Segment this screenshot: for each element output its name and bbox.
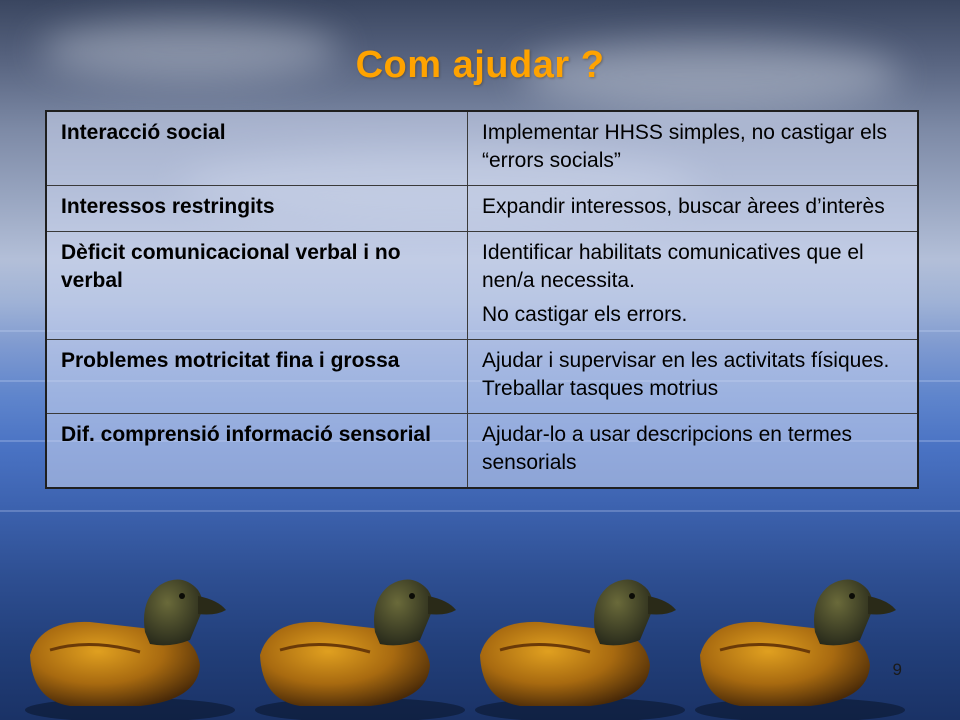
help-strategies-table xyxy=(45,110,919,489)
table-row xyxy=(46,414,918,489)
action-text: Identificar habilitats comunicatives que el nen/a necessita. xyxy=(482,241,864,292)
slide-title: Com ajudar ? xyxy=(355,44,605,86)
duck-decoy-icon xyxy=(250,560,480,720)
table-row xyxy=(46,340,918,414)
action-text: No castigar els errors. xyxy=(482,303,688,326)
duck-decoy-icon xyxy=(20,560,250,720)
duck-decoy-icon xyxy=(470,560,700,720)
action-cell xyxy=(468,340,919,414)
action-cell xyxy=(468,414,919,489)
table-row xyxy=(46,111,918,186)
action-text: Ajudar i supervisar en les activitats físiques. Treballar tasques motrius xyxy=(482,349,890,400)
topic-cell: Interessos restringits xyxy=(46,186,468,232)
action-cell xyxy=(468,111,919,186)
action-text: Expandir interessos, buscar àrees d’interès xyxy=(482,195,885,218)
topic-cell: Dèficit comunicacional verbal i no verbal xyxy=(46,232,468,340)
topic-cell: Interacció social xyxy=(46,111,468,186)
duck-decoy-icon xyxy=(690,560,920,720)
page-number: 9 xyxy=(892,660,902,679)
action-text: Ajudar-lo a usar descripcions en termes sensorials xyxy=(482,423,853,474)
table-row xyxy=(46,186,918,232)
action-cell xyxy=(468,186,919,232)
table-row xyxy=(46,232,918,340)
action-cell xyxy=(468,232,919,340)
topic-cell: Problemes motricitat fina i grossa xyxy=(46,340,468,414)
topic-cell: Dif. comprensió informació sensorial xyxy=(46,414,468,489)
action-text: Implementar HHSS simples, no castigar els “errors socials” xyxy=(482,121,887,172)
